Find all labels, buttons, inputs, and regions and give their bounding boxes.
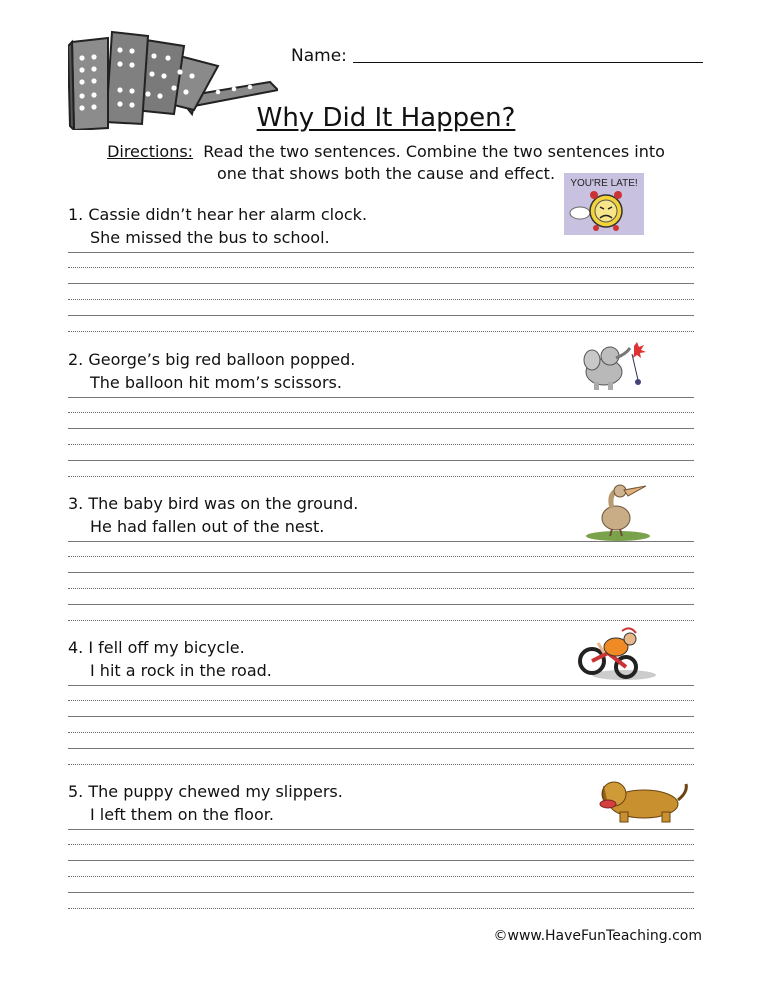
- question-number: 1.: [68, 205, 84, 224]
- directions-label: Directions:: [107, 142, 194, 161]
- puppy-icon: [594, 770, 690, 826]
- directions: [0, 141, 772, 185]
- name-field[interactable]: [291, 45, 703, 66]
- directions-line2: one that shows both the cause and effect.: [216, 164, 556, 183]
- name-label: Name:: [291, 46, 347, 66]
- question-line1: The baby bird was on the ground.: [88, 494, 359, 513]
- alarm-clock-icon: [564, 173, 644, 235]
- footer-copyright: ©www.HaveFunTeaching.com: [493, 928, 702, 944]
- question-line2: He had fallen out of the nest.: [90, 517, 325, 536]
- question-line1: Cassie didn’t hear her alarm clock.: [88, 205, 368, 224]
- question-line2: I hit a rock in the road.: [90, 661, 272, 680]
- question-line2: The balloon hit mom’s scissors.: [90, 373, 342, 392]
- question-number: 3.: [68, 494, 84, 513]
- question-line2: I left them on the floor.: [90, 805, 274, 824]
- question-line1: The puppy chewed my slippers.: [88, 782, 343, 801]
- elephant-balloon-icon: [580, 340, 652, 392]
- bicycle-crash-icon: [574, 625, 658, 683]
- question-line1: I fell off my bicycle.: [88, 638, 245, 657]
- name-line[interactable]: [353, 45, 703, 63]
- alarm-caption: YOU'RE LATE!: [570, 178, 638, 189]
- directions-line1: Read the two sentences. Combine the two sentences into: [203, 142, 665, 161]
- page-title: Why Did It Happen?: [256, 103, 516, 133]
- question-number: 2.: [68, 350, 84, 369]
- question-number: 5.: [68, 782, 84, 801]
- question-number: 4.: [68, 638, 84, 657]
- pelican-icon: [582, 482, 652, 542]
- question-line2: She missed the bus to school.: [90, 228, 330, 247]
- question-line1: George’s big red balloon popped.: [88, 350, 356, 369]
